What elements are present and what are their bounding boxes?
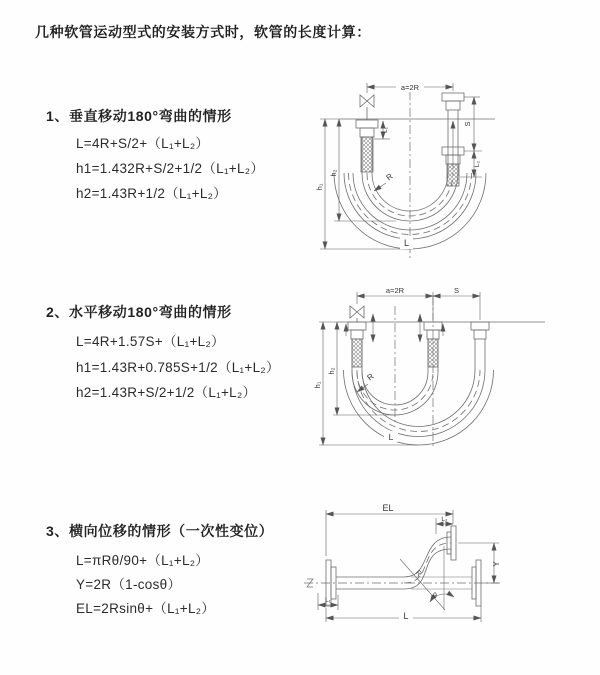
dim-label-travel: S [453, 286, 460, 295]
dim-label-length: L [403, 238, 410, 248]
dimension-lines [318, 510, 499, 622]
dim-label-radius: R [365, 371, 376, 383]
dim-label-fitting-left: L₁ [325, 597, 331, 604]
valve-icon [360, 95, 374, 107]
dim-label-fitting-right: L₂ [474, 160, 481, 168]
dim-label-h1: h₁ [315, 183, 324, 191]
braid-section [361, 137, 373, 172]
diagram-vertical-180-bend [310, 75, 600, 265]
page-title: 几种软管运动型式的安装方式时，软管的长度计算： [35, 24, 371, 40]
dim-label-h2: h₂ [329, 169, 338, 177]
diagram-lateral-offset [296, 498, 600, 646]
section-2-formula-h2: h2=1.43R+S/2+1/2（L₁+L₂） [76, 385, 257, 400]
section-1-formula-h2: h2=1.43R+1/2（L₁+L₂） [76, 186, 227, 201]
section-3-formula-y: Y=2R（1-cosθ） [76, 577, 182, 592]
section-3-formula-el: EL=2Rsinθ+（L₁+L₂） [76, 601, 216, 616]
section-2-heading: 2、水平移动180°弯曲的情形 [46, 304, 232, 320]
dim-label-radius: R [384, 171, 395, 183]
radius-line [400, 559, 445, 610]
dim-label-span: a=2R [385, 286, 405, 295]
dim-label-fitting-left: L₁ [382, 127, 389, 133]
dim-label-span: a=2R [400, 83, 420, 92]
section-1-formula-h1: h1=1.432R+S/2+1/2（L₁+L₂） [76, 161, 265, 176]
diagram-horizontal-180-bend [310, 282, 600, 454]
section-3-formula-l: L=πRθ/90+（L₁+L₂） [76, 553, 210, 568]
dimension-lines [319, 292, 480, 445]
section-2-formula-l: L=4R+1.57S+（L₁+L₂） [76, 334, 225, 349]
radius-leader [374, 183, 386, 191]
braid-section [428, 339, 438, 367]
valve-icon [350, 306, 364, 318]
section-1-heading: 1、垂直移动180°弯曲的情形 [46, 108, 232, 124]
dim-label-angle: θ [433, 593, 437, 600]
dim-label-h2: h₂ [327, 367, 336, 375]
dim-label-offset: Y [492, 561, 501, 567]
section-1-formula-l: L=4R+S/2+（L₁+L₂） [76, 136, 210, 151]
dim-label-h1: h₁ [313, 381, 322, 389]
dim-label-length: L [388, 432, 394, 442]
hose-drawing [304, 526, 501, 610]
dim-label-fitting-right: L₂ [441, 516, 448, 523]
section-2-formula-h1: h1=1.43R+0.785S+1/2（L₁+L₂） [76, 360, 280, 375]
dim-label-effective-length: EL [382, 503, 394, 513]
dim-label-travel: S [463, 121, 472, 127]
braid-section [352, 339, 362, 367]
hose-drawing [334, 91, 495, 261]
section-3-heading: 3、横向位移的情形（一次性变位） [46, 523, 274, 539]
dim-label-length: L [403, 611, 409, 621]
dim-label-radius: R [413, 568, 424, 579]
